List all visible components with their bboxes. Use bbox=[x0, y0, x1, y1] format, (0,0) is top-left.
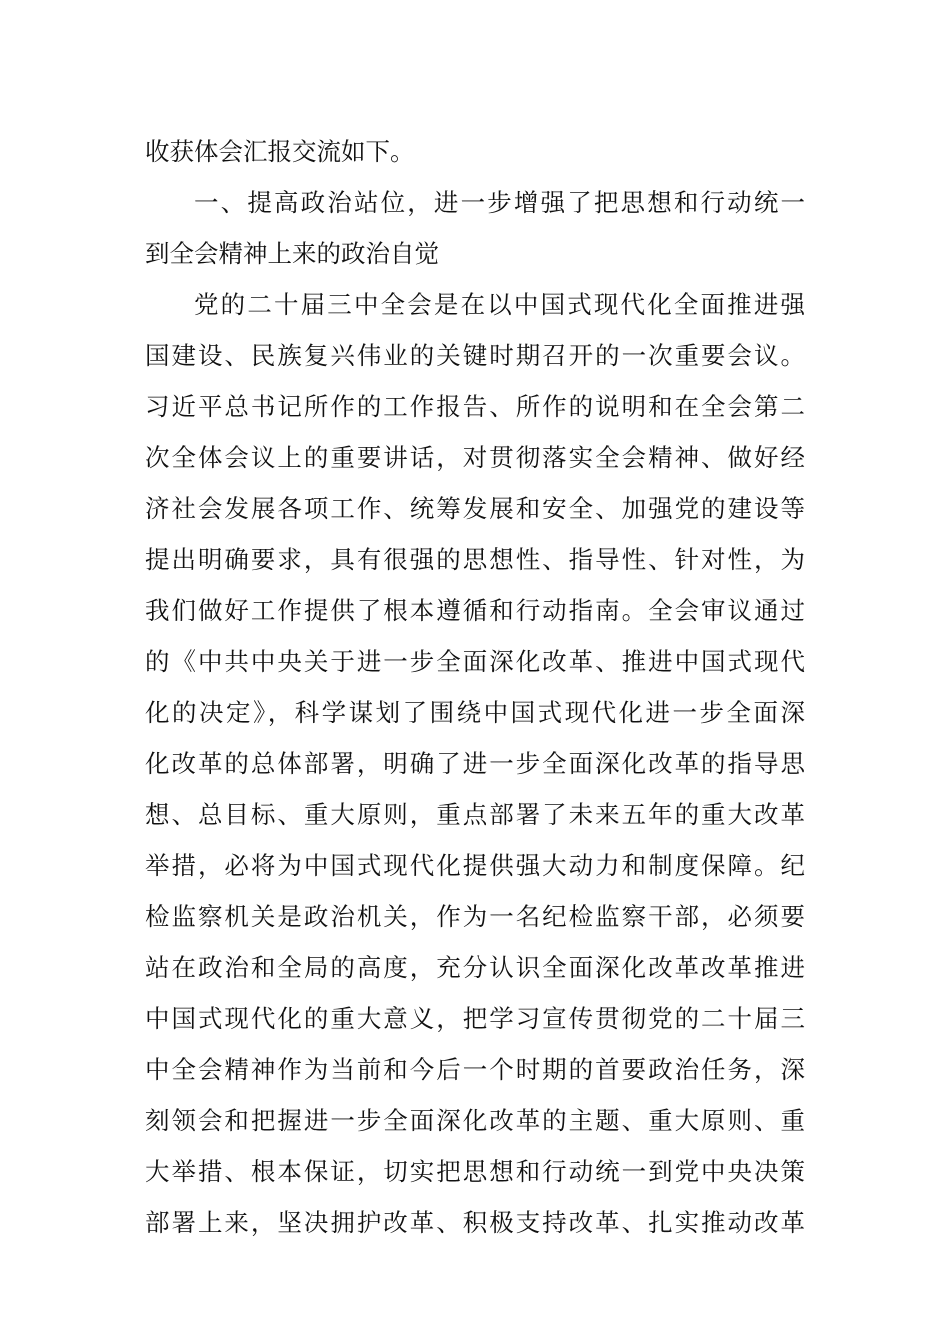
paragraph-line: 济社会发展各项工作、统筹发展和安全、加强党的建设等 bbox=[145, 494, 805, 523]
paragraph-line: 的《中共中央关于进一步全面深化改革、推进中国式现代 bbox=[145, 647, 805, 676]
paragraph-line: 站在政治和全局的高度，充分认识全面深化改革改革推进 bbox=[145, 953, 805, 982]
paragraph-line: 中国式现代化的重大意义，把学习宣传贯彻党的二十届三 bbox=[145, 1004, 805, 1033]
paragraph-line: 党的二十届三中全会是在以中国式现代化全面推进强 bbox=[194, 290, 805, 319]
paragraph-line: 习近平总书记所作的工作报告、所作的说明和在全会第二 bbox=[145, 392, 805, 421]
paragraph-line: 化的决定》，科学谋划了围绕中国式现代化进一步全面深 bbox=[145, 698, 805, 727]
section-heading-line-1: 一、提高政治站位，进一步增强了把思想和行动统一 bbox=[194, 188, 805, 217]
intro-tail-line: 收获体会汇报交流如下。 bbox=[145, 137, 415, 166]
paragraph-line: 提出明确要求，具有很强的思想性、指导性、针对性，为 bbox=[145, 545, 805, 574]
paragraph-line: 部署上来，坚决拥护改革、积极支持改革、扎实推动改革 bbox=[145, 1208, 805, 1237]
paragraph-line: 次全体会议上的重要讲话，对贯彻落实全会精神、做好经 bbox=[145, 443, 805, 472]
paragraph-line: 想、总目标、重大原则，重点部署了未来五年的重大改革 bbox=[145, 800, 805, 829]
paragraph-line: 检监察机关是政治机关，作为一名纪检监察干部，必须要 bbox=[145, 902, 805, 931]
paragraph-line: 化改革的总体部署，明确了进一步全面深化改革的指导思 bbox=[145, 749, 805, 778]
paragraph-line: 举措，必将为中国式现代化提供强大动力和制度保障。纪 bbox=[145, 851, 805, 880]
paragraph-line: 国建设、民族复兴伟业的关键时期召开的一次重要会议。 bbox=[145, 341, 805, 370]
section-heading-line-2: 到全会精神上来的政治自觉 bbox=[145, 239, 439, 268]
paragraph-line: 大举措、根本保证，切实把思想和行动统一到党中央决策 bbox=[145, 1157, 805, 1186]
paragraph-line: 中全会精神作为当前和今后一个时期的首要政治任务，深 bbox=[145, 1055, 805, 1084]
paragraph-line: 我们做好工作提供了根本遵循和行动指南。全会审议通过 bbox=[145, 596, 805, 625]
paragraph-line: 刻领会和把握进一步全面深化改革的主题、重大原则、重 bbox=[145, 1106, 805, 1135]
